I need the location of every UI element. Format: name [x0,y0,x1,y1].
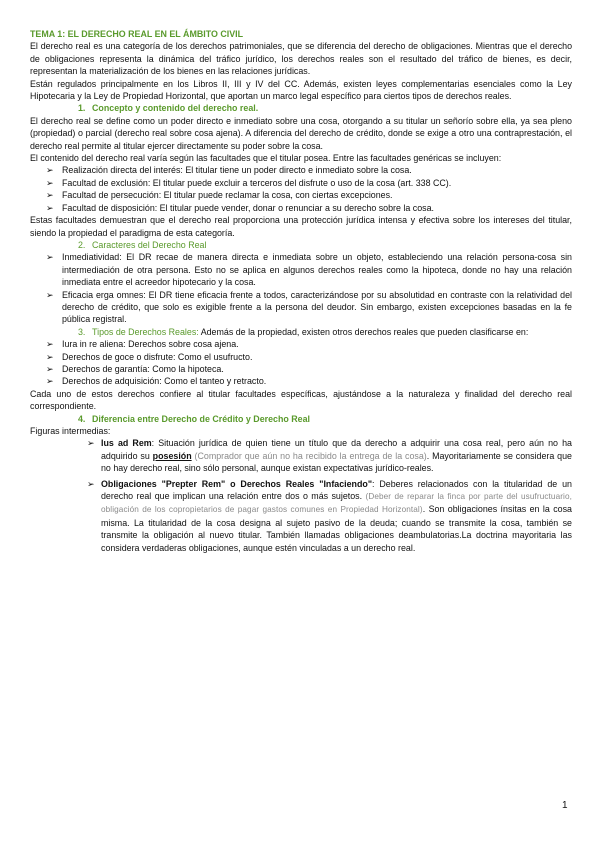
arrow-bullet-icon: ➢ [46,376,54,387]
arrow-bullet-icon: ➢ [46,339,54,350]
arrow-bullet-icon: ➢ [46,289,54,300]
section-1-number: 1. [78,103,86,114]
section-2-heading [78,239,572,251]
arrow-bullet-icon: ➢ [46,252,54,263]
list-item: ➢ Inmediatividad: El DR recae de manera directa e inmediata sobre un objeto, estableciendo una relación persona-cosa sin intermediación de otra persona. Esto no se aplica en algunos derechos reales como la hipoteca, donde no hay una relación inmediata entre el acreedor hipotecario y la cosa. [46,252,572,288]
term: Ius ad Rem [101,438,152,449]
figura-obligaciones-propter-rem: ➢ Obligaciones "Prepter Rem" o Derechos Reales "Infaciendo": Deberes relacionados con la titularidad de un derecho real que implican una relación entre dos o más sujetos. (Deber de reparar la finca por parte del usufructuario, obligación de los copropietarios de pagar gastos comunes en Propiedad Horizontal). Son obligaciones ínsitas en la cosa misma. La titularidad de la cosa designa al sujeto pasivo de la deuda; cuando se transmite la cosa, también se transmite la obligación al nuevo titular. También llamadas obligaciones deambulatorias.La doctrina mayoritaria las considera verdaderas obligaciones, aunque estén vinculadas a un derecho real. [87,478,572,553]
section-2-title: Caracteres del Derecho Real [92,239,207,250]
list-item: ➢ Eficacia erga omnes: El DR tiene eficacia frente a todos, caracterizándose por su absolutidad en contraste con la relatividad del derecho de crédito, que solo es exigible frente a la persona del deudor. Sin embargo, existen excepciones basadas en la fe pública registral. [46,289,572,325]
section-1-paragraph-3: Estas facultades demuestran que el derecho real proporciona una protección jurídica intensa y efectiva sobre los intereses del titular, siendo la propiedad el paradigma de esta categoría. [30,215,572,238]
page-title: TEMA 1: EL DERECHO REAL EN EL ÁMBITO CIVIL [30,29,244,39]
arrow-bullet-icon: ➢ [46,202,54,213]
section-3-paragraph: Cada uno de estos derechos confiere al titular facultades específicas, ajustándose a la naturaleza y finalidad del derecho real correspondiente. [30,388,572,412]
arrow-bullet-icon: ➢ [46,190,54,201]
document-page [30,28,572,554]
section-3-title: Tipos de Derechos Reales: [92,326,199,337]
term-posesion: posesión [152,450,192,461]
term: Obligaciones "Prepter Rem" o Derechos Reales "Infaciendo" [101,478,373,489]
figuras-label: Figuras intermedias: [30,426,111,436]
section-1-title: Concepto y contenido del derecho real. [92,103,259,114]
list-item: ➢ Derechos de goce o disfrute: Como el usufructo. [46,351,253,362]
section-2-number: 2. [78,239,86,250]
section-3-number: 3. [78,326,86,337]
list-item: ➢ Facultad de persecución: El titular puede reclamar la cosa, con ciertas excepciones. [46,190,393,201]
figura-ius-ad-rem: ➢ Ius ad Rem: Situación jurídica de quien tiene un título que da derecho a adquirir una cosa real, pero aún no ha adquirido su posesión (Comprador que aún no ha recibido la entrega de la cosa). Mayoritariamente se considera que no hay derecho real, sino sólo personal, aunque existan expectativas jurídico-reales. [87,438,572,474]
example-note: (Comprador que aún no ha recibido la entrega de la cosa) [191,450,427,461]
arrow-bullet-icon: ➢ [87,438,95,449]
list-item: ➢ Derechos de garantía: Como la hipoteca. [46,363,224,374]
section-1-heading [78,102,572,114]
section-3-intro: Además de la propiedad, existen otros derechos reales que pueden clasificarse en: [200,326,529,337]
intro-paragraph-1: El derecho real es una categoría de los derechos patrimoniales, que se diferencia del derecho de obligaciones. Mientras que el derecho de obligaciones representa la dinámica del tráfico jurídico, los derechos reales son el resultado del tráfico de bienes, es decir, representan la materialización de los bienes en las relaciones jurídicas. [30,41,572,77]
section-1-paragraph-1: El derecho real se define como un poder directo e inmediato sobre una cosa, otorgando a su titular un señorío sobre ella, ya sea pleno (propiedad) o parcial (derecho real sobre cosa ajena). A diferencia del derecho de crédito, donde se exige a otro una contraprestación, el derecho real permite al titular ejercer directamente su poder sobre la cosa. [30,115,572,151]
section-3-heading [78,326,572,338]
section-4-title: Diferencia entre Derecho de Crédito y Derecho Real [92,413,311,424]
list-item: ➢ Derechos de adquisición: Como el tanteo y retracto. [46,376,267,387]
list-item: ➢ Realización directa del interés: El titular tiene un poder directo e inmediato sobre la cosa. [46,165,412,176]
intro-paragraph-2: Están regulados principalmente en los Libros II, III y IV del CC. Además, existen leyes complementarias esenciales como la Ley Hipotecaria y la Ley de Propiedad Horizontal, que aportan un marco legal específico para ciertos tipos de derechos reales. [30,78,572,102]
section-4-heading [78,413,572,425]
list-item: ➢ Iura in re aliena: Derechos sobre cosa ajena. [46,339,239,350]
arrow-bullet-icon: ➢ [87,478,95,489]
arrow-bullet-icon: ➢ [46,177,54,188]
example-note: (Deber de reparar la finca por parte del usufructuario, obligación de los copropietarios de pagar gastos comunes en Propiedad Horizontal) [101,492,572,515]
arrow-bullet-icon: ➢ [46,165,54,176]
section-4-number: 4. [78,413,86,424]
list-item: ➢ Facultad de exclusión: El titular puede excluir a terceros del disfrute o uso de la cosa (art. 338 CC). [46,177,452,188]
arrow-bullet-icon: ➢ [46,351,54,362]
section-1-paragraph-2: El contenido del derecho real varía según las facultades que el titular posea. Entre las facultades genéricas se incluyen: [30,153,502,164]
list-item: ➢ Facultad de disposición: El titular puede vender, donar o renunciar a su derecho sobre la cosa. [46,202,434,213]
page-number: 1 [562,800,568,811]
arrow-bullet-icon: ➢ [46,363,54,374]
